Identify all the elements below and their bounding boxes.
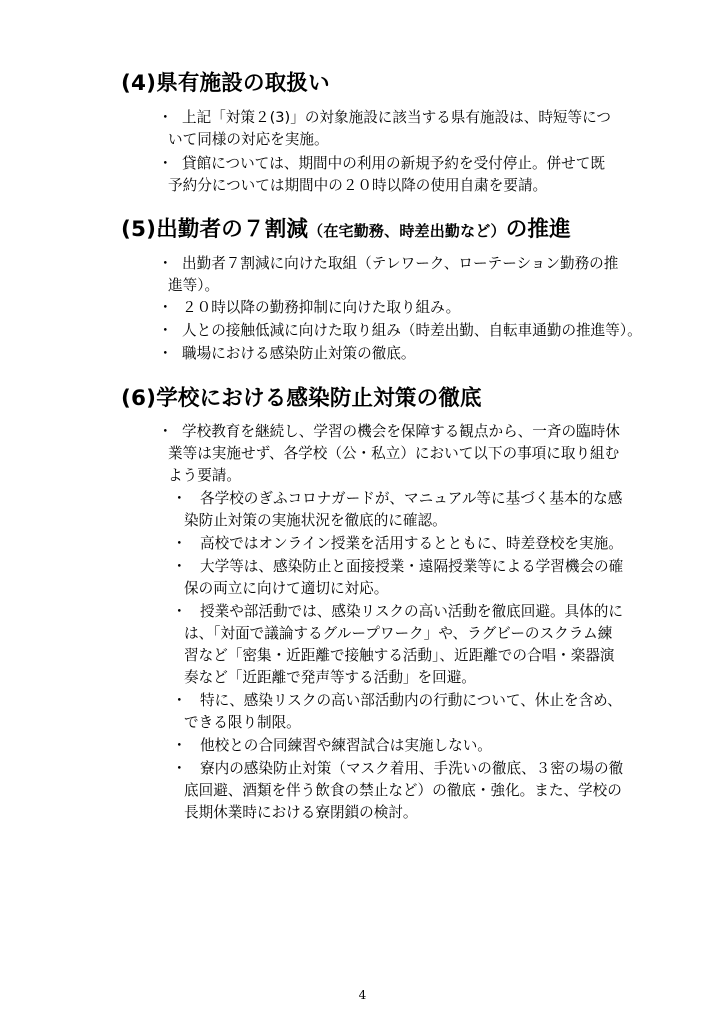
paragraph-line: 学校教育を継続し、学習の機会を保障する観点から、一斉の臨時休	[182, 423, 620, 440]
bullet: ・	[158, 345, 173, 362]
bullet: ・	[158, 255, 173, 272]
paragraph-line: 保の両立に向けて適切に対応。	[184, 580, 389, 597]
sub-bullet: ・	[172, 760, 187, 777]
paragraph-line: 職場における感染防止対策の徹底。	[182, 345, 416, 362]
paragraph-line: 貸館については、期間中の利用の新規予約を受付停止。併せて既	[182, 155, 605, 172]
paragraph-line: 出勤者７割減に向けた取組（テレワーク、ローテーション勤務の推	[182, 255, 619, 272]
paragraph-line: 習など「密集・近距離で接触する活動」、近距離での合唱・楽器演	[184, 647, 615, 664]
paragraph-line: 授業や部活動では、感染リスクの高い活動を徹底回避。具体的に	[200, 603, 623, 620]
paragraph-line: 上記「対策２(3)」の対象施設に該当する県有施設は、時短等につ	[182, 109, 612, 126]
paragraph-line: 染防止対策の実施状況を徹底的に確認。	[184, 512, 447, 529]
sub-bullet: ・	[172, 692, 187, 709]
bullet: ・	[158, 423, 173, 440]
sub-bullet: ・	[172, 603, 187, 620]
paragraph-line: は、「対面で議論するグループワーク」や、ラグビーのスクラム練	[184, 625, 613, 642]
paragraph-line: 人との接触低減に向けた取り組み（時差出勤、自転車通勤の推進等）。	[182, 322, 642, 339]
paragraph-line: 進等）。	[168, 277, 220, 294]
paragraph-line: 各学校のぎふコロナガードが、マニュアル等に基づく基本的な感	[200, 490, 623, 507]
sub-bullet: ・	[172, 535, 187, 552]
paragraph-line: 予約分については期間中の２０時以降の使用自粛を要請。	[168, 177, 548, 194]
paragraph-line: ２０時以降の勤務抑制に向けた取り組み。	[182, 299, 461, 316]
bullet: ・	[158, 155, 173, 172]
section-5-heading	[121, 216, 571, 245]
paragraph-line: 奏など「近距離で発声等する活動」を回避。	[184, 669, 476, 686]
paragraph-line: 他校との合同練習や練習試合は実施しない。	[200, 737, 492, 754]
section-4-heading: (4)県有施設の取扱い	[121, 71, 330, 96]
bullet: ・	[158, 299, 173, 316]
paragraph-line: いて同様の対応を実施。	[168, 131, 329, 148]
paragraph-line: 特に、感染リスクの高い部活動内の行動について、休止を含め、	[200, 692, 622, 709]
paragraph-line: よう要請。	[168, 467, 241, 484]
section-5-heading-sub: （在宅勤務、時差出勤など）	[308, 222, 506, 240]
bullet: ・	[158, 109, 173, 126]
section-6-heading: (6)学校における感染防止対策の徹底	[121, 386, 482, 411]
sub-bullet: ・	[172, 737, 187, 754]
page-number: 4	[358, 988, 367, 1002]
paragraph-line: できる限り制限。	[184, 714, 301, 731]
bullet: ・	[158, 322, 173, 339]
paragraph-line: 高校ではオンライン授業を活用するとともに、時差登校を実施。	[200, 535, 623, 552]
sub-bullet: ・	[172, 558, 187, 575]
paragraph-line: 業等は実施せず、各学校（公・私立）において以下の事項に取り組む	[168, 445, 620, 462]
sub-bullet: ・	[172, 490, 187, 507]
section-5-heading-main: (5)出勤者の７割減	[121, 217, 309, 242]
section-5-heading-end: の推進	[505, 217, 571, 242]
paragraph-line: 長期休業時における寮閉鎖の検討。	[184, 804, 418, 821]
paragraph-line: 底回避、酒類を伴う飲食の禁止など）の徹底・強化。また、学校の	[184, 782, 622, 799]
paragraph-line: 寮内の感染防止対策（マスク着用、手洗いの徹底、３密の場の徹	[200, 760, 624, 777]
paragraph-line: 大学等は、感染防止と面接授業・遠隔授業等による学習機会の確	[200, 558, 624, 575]
